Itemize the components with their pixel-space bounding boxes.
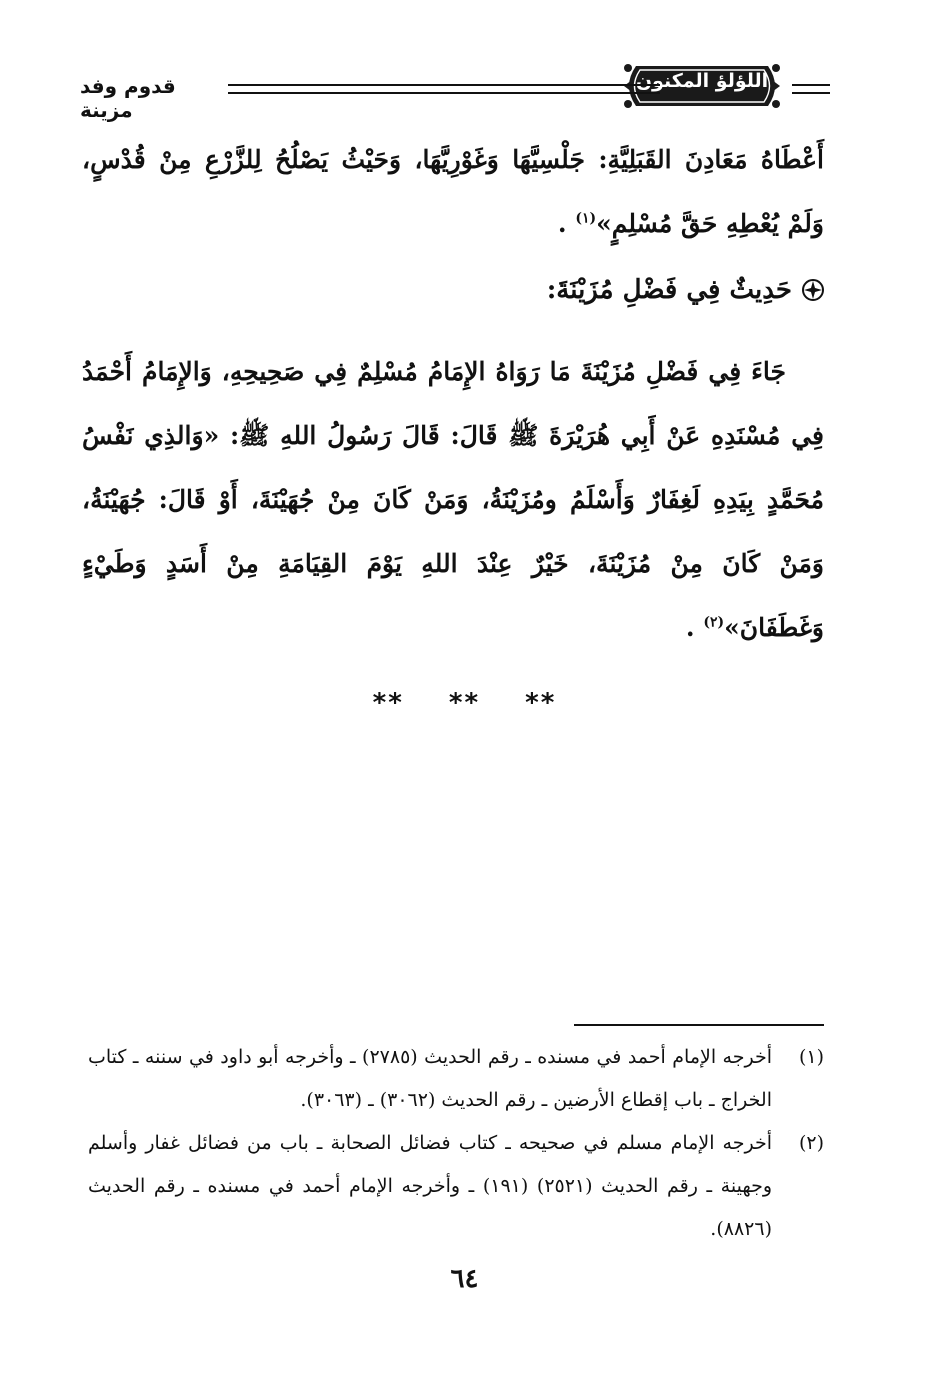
section-separator: ** ** **: [372, 688, 557, 718]
footnote-1-text: أخرجه الإمام أحمد في مسنده ـ رقم الحديث (٢٧٨٥) ـ وأخرجه أبو داود في سننه ـ كتاب الخراج ـ باب إقطاع الأرضين ـ رقم الحديث (٣٠٦٢) ـ (٣٠٦٣).: [88, 1046, 772, 1111]
paragraph-2-end: .: [685, 613, 695, 642]
header-rule-left: [228, 84, 660, 94]
header-rule-right: [792, 84, 830, 94]
page-number: ٦٤: [450, 1264, 479, 1294]
footnote-2-text: أخرجه الإمام مسلم في صحيحه ـ كتاب فضائل الصحابة ـ باب من فضائل غفار وأسلم وجهينة ـ رقم الحديث (٢٥٢١) (١٩١) ـ وأخرجه الإمام أحمد في مسنده ـ رقم الحديث (٨٨٢٦).: [88, 1132, 773, 1240]
section-heading: [82, 258, 824, 322]
paragraph-1: [82, 128, 824, 256]
footnote-1: [88, 1036, 824, 1122]
paragraph-1-text: أَعْطَاهُ مَعَادِنَ القَبَلِيَّةِ: جَلْسِيَّهَا وَغَوْرِيَّهَا، وَحَيْثُ يَصْلُحُ لِلزَّرْعِ مِنْ قُدْسٍ، وَلَمْ يُعْطِهِ حَقَّ مُسْلِمٍ»: [82, 145, 824, 238]
footnotes: [88, 1036, 824, 1251]
paragraph-1-end: .: [557, 209, 567, 238]
paragraph-2: [82, 340, 824, 660]
main-text: [82, 128, 824, 660]
footnote-1-number: (١): [798, 1046, 824, 1068]
book-title: اللؤلؤ المكنون: [635, 70, 769, 92]
footnote-2: [88, 1122, 824, 1251]
flower-ornament-icon: [802, 279, 824, 301]
footnote-2-number: (٢): [798, 1132, 824, 1154]
section-heading-text: حَدِيثٌ فِي فَضْلِ مُزَيْنَةَ:: [546, 275, 792, 305]
running-header: [80, 52, 830, 122]
chapter-title: قدوم وفد مزينة: [80, 74, 176, 122]
footnote-marker-1: (١): [575, 210, 597, 227]
paragraph-2-text: جَاءَ فِي فَضْلِ مُزَيْنَةَ مَا رَوَاهُ الإِمَامُ مُسْلِمٌ فِي صَحِيحِهِ، وَالإِمَامُ أَحْمَدُ فِي مُسْنَدِهِ عَنْ أَبِي هُرَيْرَةَ ﷺ قَالَ: قَالَ رَسُولُ اللهِ ﷺ: «وَالذِي نَفْسُ مُحَمَّدٍ بِيَدِهِ لَغِفَارٌ وَأَسْلَمُ ومُزَيْنَةُ، وَمَنْ كَانَ مِنْ جُهَيْنَةَ، أَوْ قَالَ: جُهَيْنَةُ، وَمَنْ كَانَ مِنْ مُزَيْنَةَ، خَيْرٌ عِنْدَ اللهِ يَوْمَ القِيَامَةِ مِنْ أَسَدٍ وَطَيْءٍ وَغَطَفَانَ»: [82, 357, 824, 642]
footnote-marker-2: (٢): [703, 614, 725, 631]
footnote-rule: [574, 1024, 824, 1026]
